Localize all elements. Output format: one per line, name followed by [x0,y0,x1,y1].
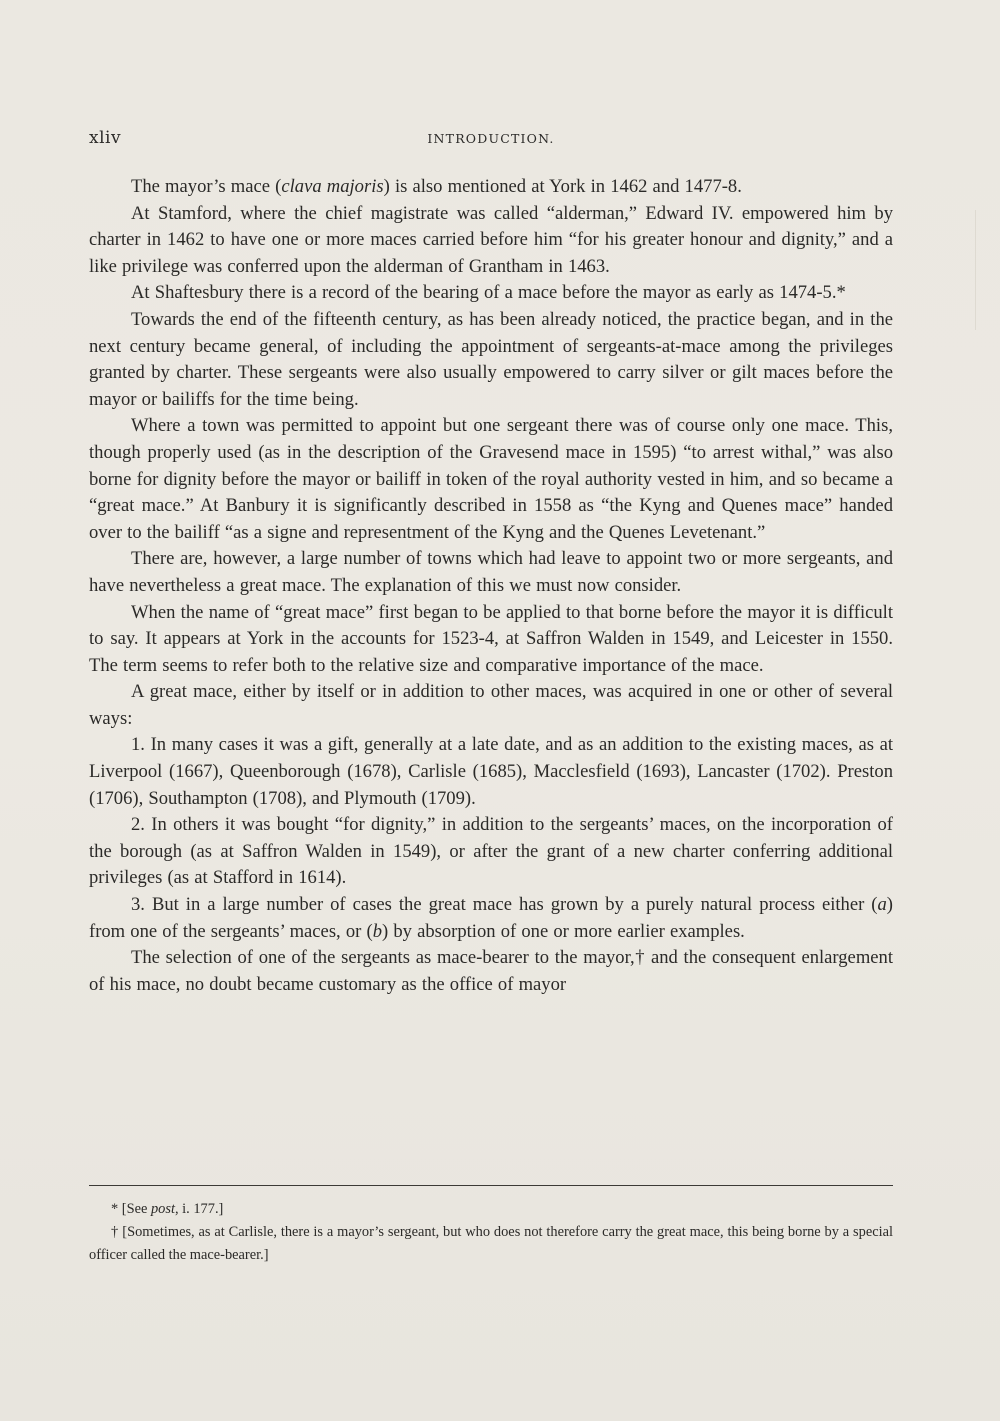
page-edge-shadow [975,210,1000,330]
paragraph: 2. In others it was bought “for dignity,” in addition to the sergeants’ maces, on the incorporation of the borough (as at Saffron Walden in 1549), or after the grant of a new charter conferring additional privileges (as at Stafford in 1614). [89,814,893,889]
footnote-divider [89,1185,893,1186]
paragraph: Where a town was permitted to appoint but one sergeant there was of course only one mace. This, though properly used (as in the description of the Gravesend mace in 1595) “to arrest withal,” was also borne for dignity before the mayor or bailiff in token of the royal authority vested in him, and so became a “great mace.” At Banbury it is significantly described in 1558 as “the Kyng and Quenes mace” handed over to the bailiff “as a signe and representment of the Kyng and the Quenes Levetenant.” [89,415,893,543]
running-title: INTRODUCTION. [427,131,555,146]
page-number: xliv [89,128,122,148]
paragraph: A great mace, either by itself or in addition to other maces, was acquired in one or other of several ways: [89,681,893,729]
paragraph: 3. But in a large number of cases the great mace has grown by a purely natural process either (a) from one of the sergeants’ maces, or (b) by absorption of one or more earlier examples. [89,894,893,942]
paragraph: At Shaftesbury there is a record of the bearing of a mace before the mayor as early as 1474-5.* [131,282,846,304]
paragraph: 1. In many cases it was a gift, generally at a late date, and as an addition to the existing maces, as at Liverpool (1667), Queenborough (1678), Carlisle (1685), Macclesfield (1693), Lancaster (1702). Preston (1706), Southampton (1708), and Plymouth (1709). [89,734,893,809]
paragraph: When the name of “great mace” first began to be applied to that borne before the mayor it is difficult to say. It appears at York in the accounts for 1523-4, at Saffron Walden in 1549, and Leicester in 1550. The term seems to refer both to the relative size and comparative importance of the mace. [89,601,893,676]
footnote: † [Sometimes, as at Carlisle, there is a mayor’s sergeant, but who does not therefore carry the great mace, this being borne by a special officer called the mace-bearer.] [89,1224,893,1263]
footnotes [89,1198,893,1267]
footnote: * [See post, i. 177.] [111,1201,224,1217]
paragraph: Towards the end of the fifteenth century, as has been already noticed, the practice began, and in the next century became general, of including the appointment of sergeants-at-mace among the privileges granted by charter. These sergeants were also usually empowered to carry silver or gilt maces before the mayor or bailiffs for the time being. [89,308,893,410]
paragraph: The selection of one of the sergeants as mace-bearer to the mayor,† and the consequent enlargement of his mace, no doubt became customary as the office of mayor [89,947,893,995]
paragraph: The mayor’s mace (clava majoris) is also mentioned at York in 1462 and 1477-8. [131,176,742,197]
paragraph: At Stamford, where the chief magistrate was called “alderman,” Edward IV. empowered him by charter in 1462 to have one or more maces carried before him “for his greater honour and dignity,” and a like privilege was conferred upon the alderman of Grantham in 1463. [89,202,893,277]
paragraph: There are, however, a large number of towns which had leave to appoint two or more sergeants, and have nevertheless a great mace. The explanation of this we must now consider. [89,548,893,596]
page-header [89,128,893,154]
main-text [89,174,893,998]
